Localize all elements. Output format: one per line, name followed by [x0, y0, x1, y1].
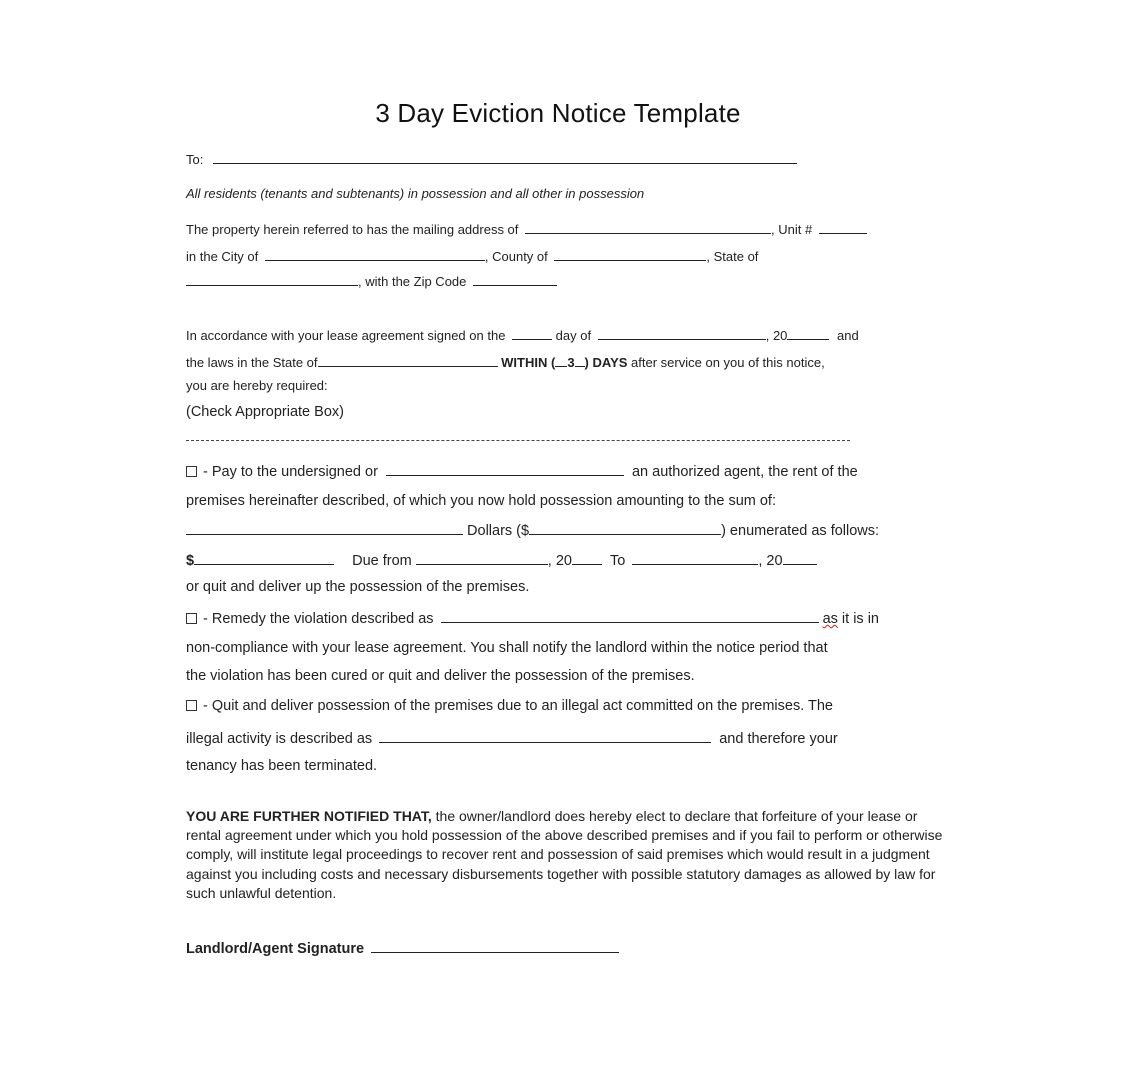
agent-label: an authorized agent, the rent of the: [631, 464, 858, 480]
zip-blank[interactable]: [473, 273, 557, 286]
quit-option-checkbox[interactable]: [186, 700, 197, 711]
illegal-label: illegal activity is described as: [186, 731, 373, 747]
lease-signed-label: In accordance with your lease agreement signed on the: [186, 328, 506, 343]
to-line: [186, 151, 797, 166]
state-label: , State of: [706, 249, 759, 264]
further-notified-paragraph: [186, 807, 946, 903]
due-to-year-blank[interactable]: [783, 552, 817, 565]
quit-option-line: [186, 699, 833, 714]
currency-symbol: $: [186, 553, 195, 569]
county-blank[interactable]: [554, 248, 706, 261]
amount-number-blank[interactable]: [529, 522, 721, 535]
premises-line: premises hereinafter described, of which you now hold possession amounting to the sum of:: [186, 493, 776, 509]
lease-month-blank[interactable]: [598, 327, 766, 340]
to-date-label: To: [610, 553, 626, 569]
and-label: and: [837, 328, 859, 343]
dollars-label: Dollars ($: [467, 523, 530, 539]
quit-premises-line: or quit and deliver up the possession of the premises.: [186, 579, 530, 595]
remedy-line-3: the violation has been cured or quit and deliver the possession of the premises.: [186, 668, 695, 684]
within-blank-right: [575, 354, 585, 367]
mailing-address-blank[interactable]: [525, 221, 771, 234]
remedy-option-checkbox[interactable]: [186, 613, 197, 624]
document-title: 3 Day Eviction Notice Template: [375, 98, 741, 128]
as-word: as: [822, 611, 838, 627]
residents-line: All residents (tenants and subtenants) in possession and all other in possession: [186, 186, 645, 201]
it-is-in-label: it is in: [837, 611, 879, 627]
day-of-label: day of: [555, 328, 592, 343]
unit-blank[interactable]: [819, 221, 867, 234]
further-notified-body: the owner/landlord does hereby elect to declare that forfeiture of your lease or rental agreement under which you hold possession of the above described premises and if you fail to perform or otherwise comply, will institute legal proceedings to recover rent and possession of said premises which would result in a judgment against you including costs and necessary disbursements together with possible statutory damages as allowed by law for such unlawful detention.: [186, 808, 943, 901]
lease-signed-line: [186, 327, 859, 342]
pay-label: - Pay to the undersigned or: [203, 464, 378, 480]
within-open: WITHIN (: [501, 355, 556, 370]
pay-to-blank[interactable]: [386, 463, 624, 476]
city-label: in the City of: [186, 249, 259, 264]
lease-year-blank[interactable]: [787, 327, 829, 340]
within-close: ) DAYS: [584, 355, 628, 370]
city-county-line: [186, 248, 758, 263]
due-from-label: Due from: [352, 553, 412, 569]
within-days: 3: [567, 355, 575, 370]
required-line: you are hereby required:: [186, 378, 328, 393]
violation-blank[interactable]: [441, 610, 819, 623]
due-to-year-label: , 20: [758, 553, 783, 569]
laws-line: [186, 354, 825, 369]
county-label: , County of: [484, 249, 548, 264]
due-from-date-blank[interactable]: [416, 552, 548, 565]
after-service-label: after service on you of this notice,: [631, 355, 825, 370]
unit-label: , Unit #: [771, 222, 813, 237]
to-blank[interactable]: [213, 151, 797, 164]
signature-line: [186, 940, 619, 957]
amount-words-blank[interactable]: [186, 522, 463, 535]
remedy-option-line: [186, 610, 879, 627]
lease-year-label: , 20: [765, 328, 788, 343]
signature-blank[interactable]: [371, 940, 619, 953]
state-blank[interactable]: [186, 273, 358, 286]
mailing-address-line: [186, 221, 867, 236]
lease-day-blank[interactable]: [512, 327, 552, 340]
due-to-date-blank[interactable]: [632, 552, 758, 565]
due-from-line: [186, 552, 817, 569]
check-box-instruction: [186, 405, 344, 420]
illegal-activity-line: [186, 730, 838, 747]
section-divider: [186, 440, 850, 441]
due-amount-blank[interactable]: [194, 552, 334, 565]
to-label: To:: [186, 152, 204, 167]
laws-label: the laws in the State of: [186, 355, 318, 370]
within-blank-left: [555, 354, 567, 367]
signature-label: Landlord/Agent Signature: [186, 941, 365, 957]
pay-option-checkbox[interactable]: [186, 466, 197, 477]
further-notified-heading: YOU ARE FURTHER NOTIFIED THAT,: [186, 808, 432, 824]
due-from-year-label: , 20: [547, 553, 572, 569]
remedy-label-text: - Remedy the violation described as: [203, 611, 434, 627]
therefore-label: and therefore your: [719, 731, 838, 747]
remedy-line-2: non-compliance with your lease agreement. You shall notify the landlord within the notice period that: [186, 640, 828, 656]
check-box-label: (Check Appropriate Box): [186, 404, 344, 420]
dollars-line: [186, 522, 879, 539]
pay-option-line: [186, 463, 858, 480]
mailing-address-label: The property herein referred to has the mailing address of: [186, 222, 519, 237]
illegal-activity-blank[interactable]: [379, 730, 711, 743]
due-from-year-blank[interactable]: [572, 552, 602, 565]
enumerated-label: ) enumerated as follows:: [721, 523, 880, 539]
city-blank[interactable]: [265, 248, 485, 261]
tenancy-terminated-line: tenancy has been terminated.: [186, 758, 378, 774]
quit-label: - Quit and deliver possession of the premises due to an illegal act committed on the premises. The: [203, 698, 833, 714]
laws-state-blank[interactable]: [318, 354, 498, 367]
zip-line: [186, 273, 557, 288]
zip-label: , with the Zip Code: [358, 274, 467, 289]
